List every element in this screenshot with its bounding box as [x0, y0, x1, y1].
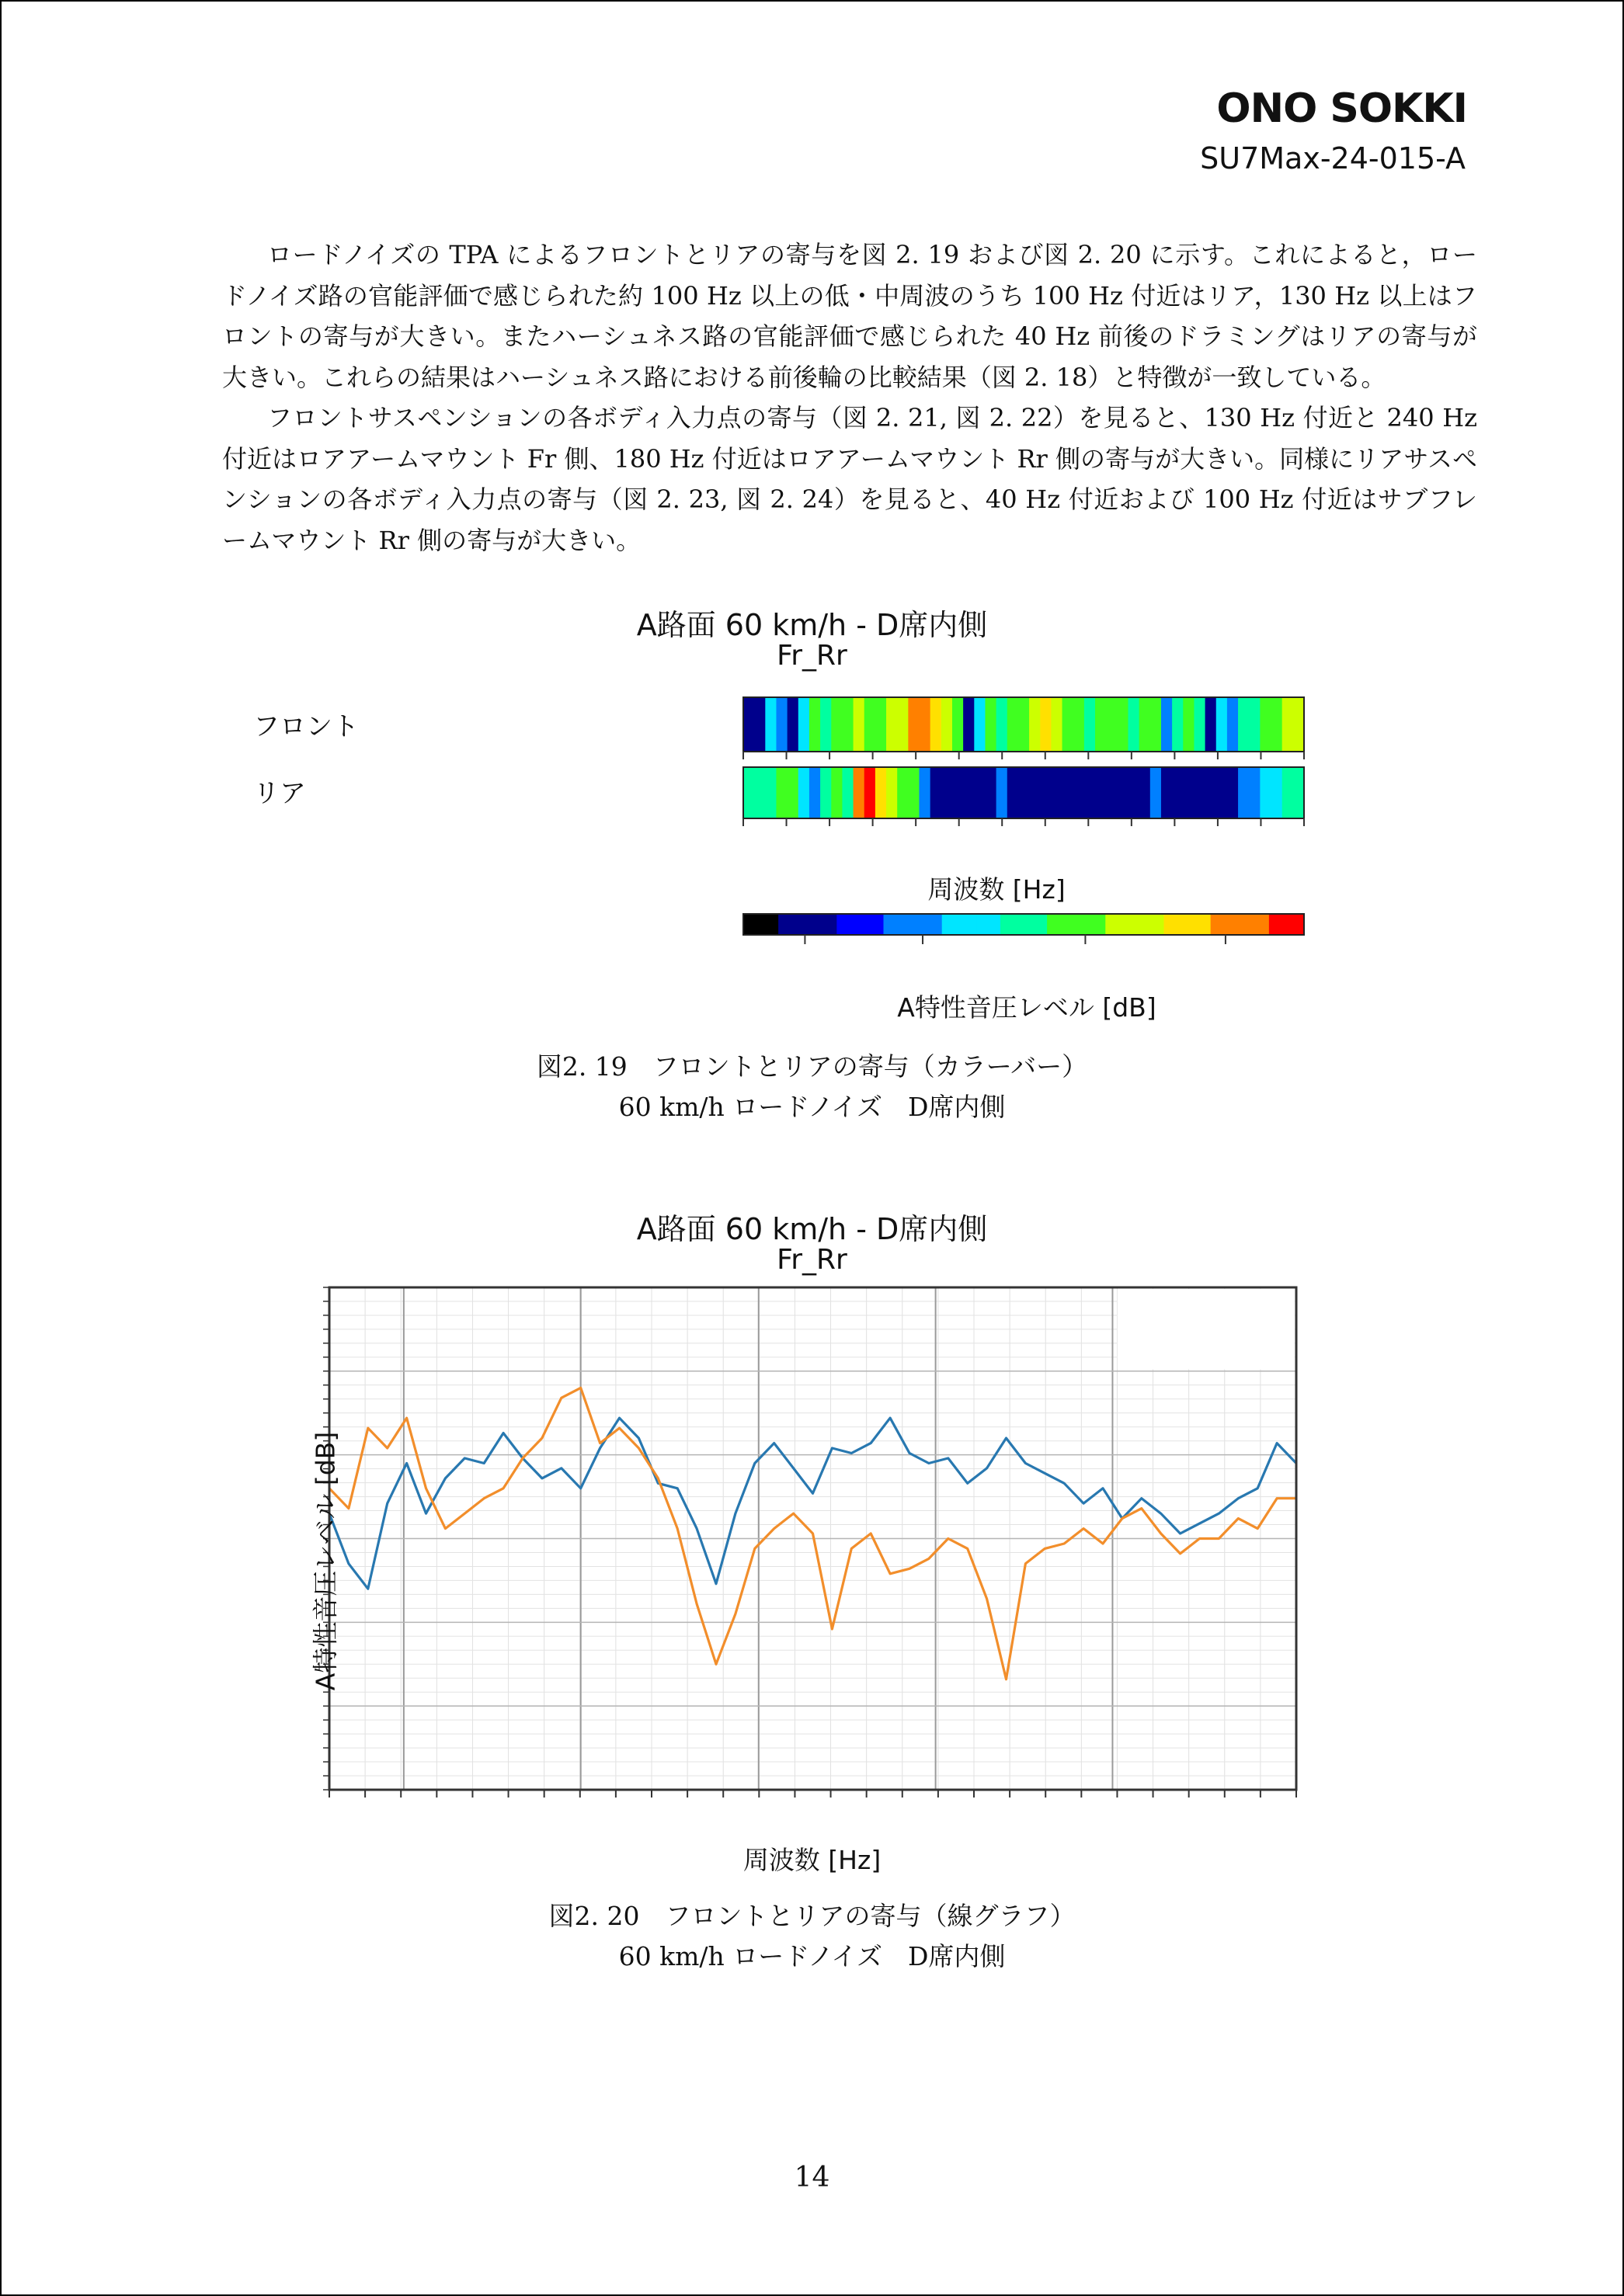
fig2-caption-line2: 60 km/h ロードノイズ D席内側	[618, 1941, 1006, 1971]
page-number: 14	[794, 2162, 830, 2194]
fig2-caption-line1: 図2. 20 フロントとリアの寄与（線グラフ）	[548, 1901, 1076, 1931]
fig1-caption-line2: 60 km/h ロードノイズ D席内側	[618, 1092, 1006, 1122]
document-id: SU7Max-24-015-A	[1200, 141, 1466, 175]
row-label-rear: リア	[253, 778, 306, 809]
fig1-subtitle: Fr_Rr	[777, 640, 847, 672]
fig1-title: A路面 60 km/h - D席内側	[636, 608, 988, 642]
row-label-front: フロント	[253, 711, 359, 742]
fig1-freq-label: 周波数 [Hz]	[927, 874, 1066, 905]
ono-sokki-logo: ONO SOKKI	[1216, 85, 1467, 132]
fig2-title: A路面 60 km/h - D席内側	[636, 1212, 988, 1246]
blank-region	[1118, 1289, 1295, 1370]
fig2-ylabel: A特性音圧レベル [dB]	[310, 1431, 341, 1691]
fig2-subtitle: Fr_Rr	[777, 1244, 847, 1276]
paragraph-2: フロントサスペンションの各ボディ入力点の寄与（図 2. 21, 図 2. 22）を見ると、130 Hz 付近と 240 Hz 付近はロアアームマウント Fr 側、180 Hz 付近はロアアームマウント Rr 側の寄与が大きい。同様にリアサスペンションの各ボディ入力点の寄与（図 2. 23, 図 2. 24）を見ると、40 Hz 付近および 100 Hz 付近はサブフレームマウント Rr 側の寄与が大きい。	[222, 403, 1477, 555]
line-chart	[2, 2, 1622, 1865]
fig2-xlabel: 周波数 [Hz]	[742, 1845, 882, 1875]
fig1-caption-line1: 図2. 19 フロントとリアの寄与（カラーバー）	[536, 1051, 1088, 1082]
fig2-caption	[2, 1896, 1622, 1977]
fig1-level-label: A特性音圧レベル [dB]	[897, 992, 1156, 1023]
paragraph-1: ロードノイズの TPA によるフロントとリアの寄与を図 2. 19 および図 2. 20 に示す。これによると，ロードノイズ路の官能評価で感じられた約 100 Hz 以上の低・中周波のうち 100 Hz 付近はリア，130 Hz 以上はフロントの寄与が大きい。またハーシュネス路の官能評価で感じられた 40 Hz 前後のドラミングはリアの寄与が大きい。これらの結果はハーシュネス路における前後輪の比較結果（図 2. 18）と特徴が一致している。	[222, 240, 1477, 392]
